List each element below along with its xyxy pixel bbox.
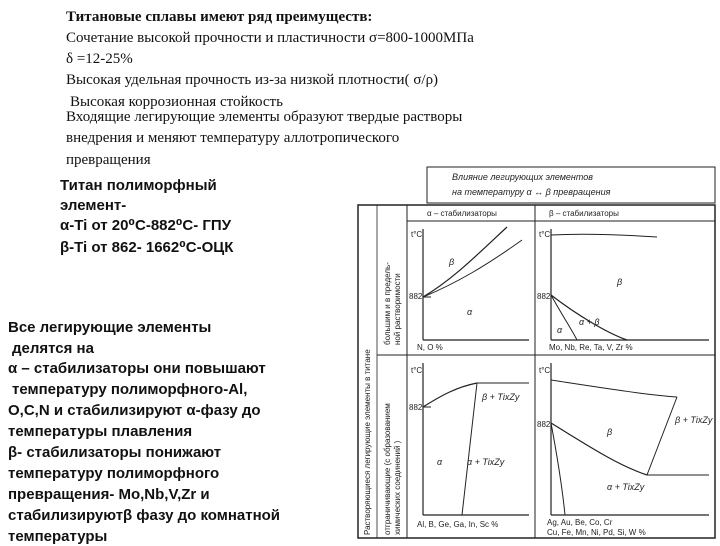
- stabilizers-line-1: Все легирующие элементы: [8, 319, 212, 336]
- side-label-compounds-1: отграничивающие (с образованием: [383, 403, 392, 535]
- svg-text:Al, B, Ge, Ga, In, Sc %: Al, B, Ge, Ga, In, Sc %: [417, 520, 499, 529]
- stabilizers-line-10: стабилизируютβ фазу до комнатной: [8, 507, 281, 524]
- svg-text:882: 882: [409, 292, 423, 301]
- stabilizers-line-6: температуры плавления: [8, 423, 193, 440]
- svg-text:β + TixZy: β + TixZy: [675, 415, 713, 425]
- column-alpha-header: α – стабилизаторы: [427, 209, 497, 218]
- svg-text:α: α: [557, 325, 563, 335]
- figure-title-line-2: на температуру α ↔ β превращения: [452, 187, 611, 197]
- panel-beta-unlimited: [537, 229, 709, 352]
- svg-text:t°C: t°C: [539, 230, 551, 239]
- alloying-line-1: Входящие легирующие элементы образуют твердые растворы: [66, 109, 463, 125]
- svg-text:α + TixZy: α + TixZy: [467, 457, 505, 467]
- advantages-heading: Титановые сплавы имеют ряд преимуществ:: [66, 9, 373, 25]
- stabilizers-line-8: температуру полиморфного: [8, 465, 220, 482]
- side-label-compounds-2: химических соединений ): [393, 440, 402, 535]
- advantage-strength: Сочетание высокой прочности и пластичности σ=800-1000МПа: [66, 30, 474, 46]
- svg-text:882: 882: [537, 292, 551, 301]
- svg-text:β: β: [617, 277, 623, 287]
- stabilizers-line-11: температуры: [8, 528, 108, 545]
- alloying-line-2: внедрения и меняют температуру аллотропического: [66, 130, 400, 146]
- stabilizers-line-3: α – стабилизаторы они повышают: [8, 360, 266, 377]
- svg-text:882: 882: [537, 420, 551, 429]
- stabilizers-line-2: делятся на: [12, 340, 94, 357]
- side-label-limited-1: большим и в предель-: [383, 262, 392, 345]
- side-label-limited-2: ной растворимости: [393, 273, 402, 345]
- svg-text:N, O %: N, O %: [417, 343, 443, 352]
- svg-text:β: β: [449, 257, 455, 267]
- alpha-ti-range: α-Ti от 20⁰С-882⁰С- ГПУ: [60, 217, 232, 234]
- side-label-soluble: Растворяющиеся легирующие элементы в титане: [363, 349, 372, 535]
- advantage-ductility: δ =12-25%: [66, 51, 133, 67]
- stabilizers-line-7: β- стабилизаторы понижают: [8, 444, 222, 461]
- svg-text:882: 882: [409, 403, 423, 412]
- panel-beta-compounds: [537, 363, 713, 537]
- svg-text:α: α: [437, 457, 443, 467]
- stabilizers-line-5: O,C,N и стабилизируют α-фазу до: [8, 402, 261, 419]
- svg-text:t°C: t°C: [411, 366, 423, 375]
- svg-text:Cu, Fe, Mn, Ni, Pd, Si, W %: Cu, Fe, Mn, Ni, Pd, Si, W %: [547, 528, 646, 537]
- stabilizers-line-9: превращения- Mo,Nb,V,Zr и: [8, 486, 210, 503]
- panel-alpha-limited: [409, 227, 529, 352]
- panel-alpha-compounds: [409, 363, 529, 529]
- polymorph-line-1: Титан полиморфный: [60, 177, 217, 194]
- beta-ti-range: β-Ti от 862- 1662⁰С-ОЦК: [60, 239, 234, 256]
- stabilizers-line-4: температуру полиморфного-Al,: [12, 381, 248, 398]
- alloying-line-3: превращения: [66, 152, 151, 168]
- advantage-corrosion: Высокая коррозионная стойкость: [70, 94, 283, 110]
- column-beta-header: β – стабилизаторы: [549, 209, 619, 218]
- svg-text:α: α: [467, 307, 473, 317]
- svg-text:β + TixZy: β + TixZy: [482, 392, 520, 402]
- svg-text:t°C: t°C: [411, 230, 423, 239]
- svg-text:Mo, Nb, Re, Ta, V, Zr %: Mo, Nb, Re, Ta, V, Zr %: [549, 343, 633, 352]
- svg-text:β: β: [607, 427, 613, 437]
- phase-diagram-figure: [357, 165, 719, 540]
- svg-text:Ag, Au, Be, Co, Cr: Ag, Au, Be, Co, Cr: [547, 518, 613, 527]
- svg-text:α + TixZy: α + TixZy: [607, 482, 645, 492]
- svg-text:α + β: α + β: [579, 317, 600, 327]
- figure-title-line-1: Влияние легирующих элементов: [452, 172, 593, 182]
- advantage-specific-strength: Высокая удельная прочность из-за низкой плотности( σ/ρ): [66, 72, 439, 88]
- svg-text:t°C: t°C: [539, 366, 551, 375]
- polymorph-line-2: элемент-: [60, 197, 127, 214]
